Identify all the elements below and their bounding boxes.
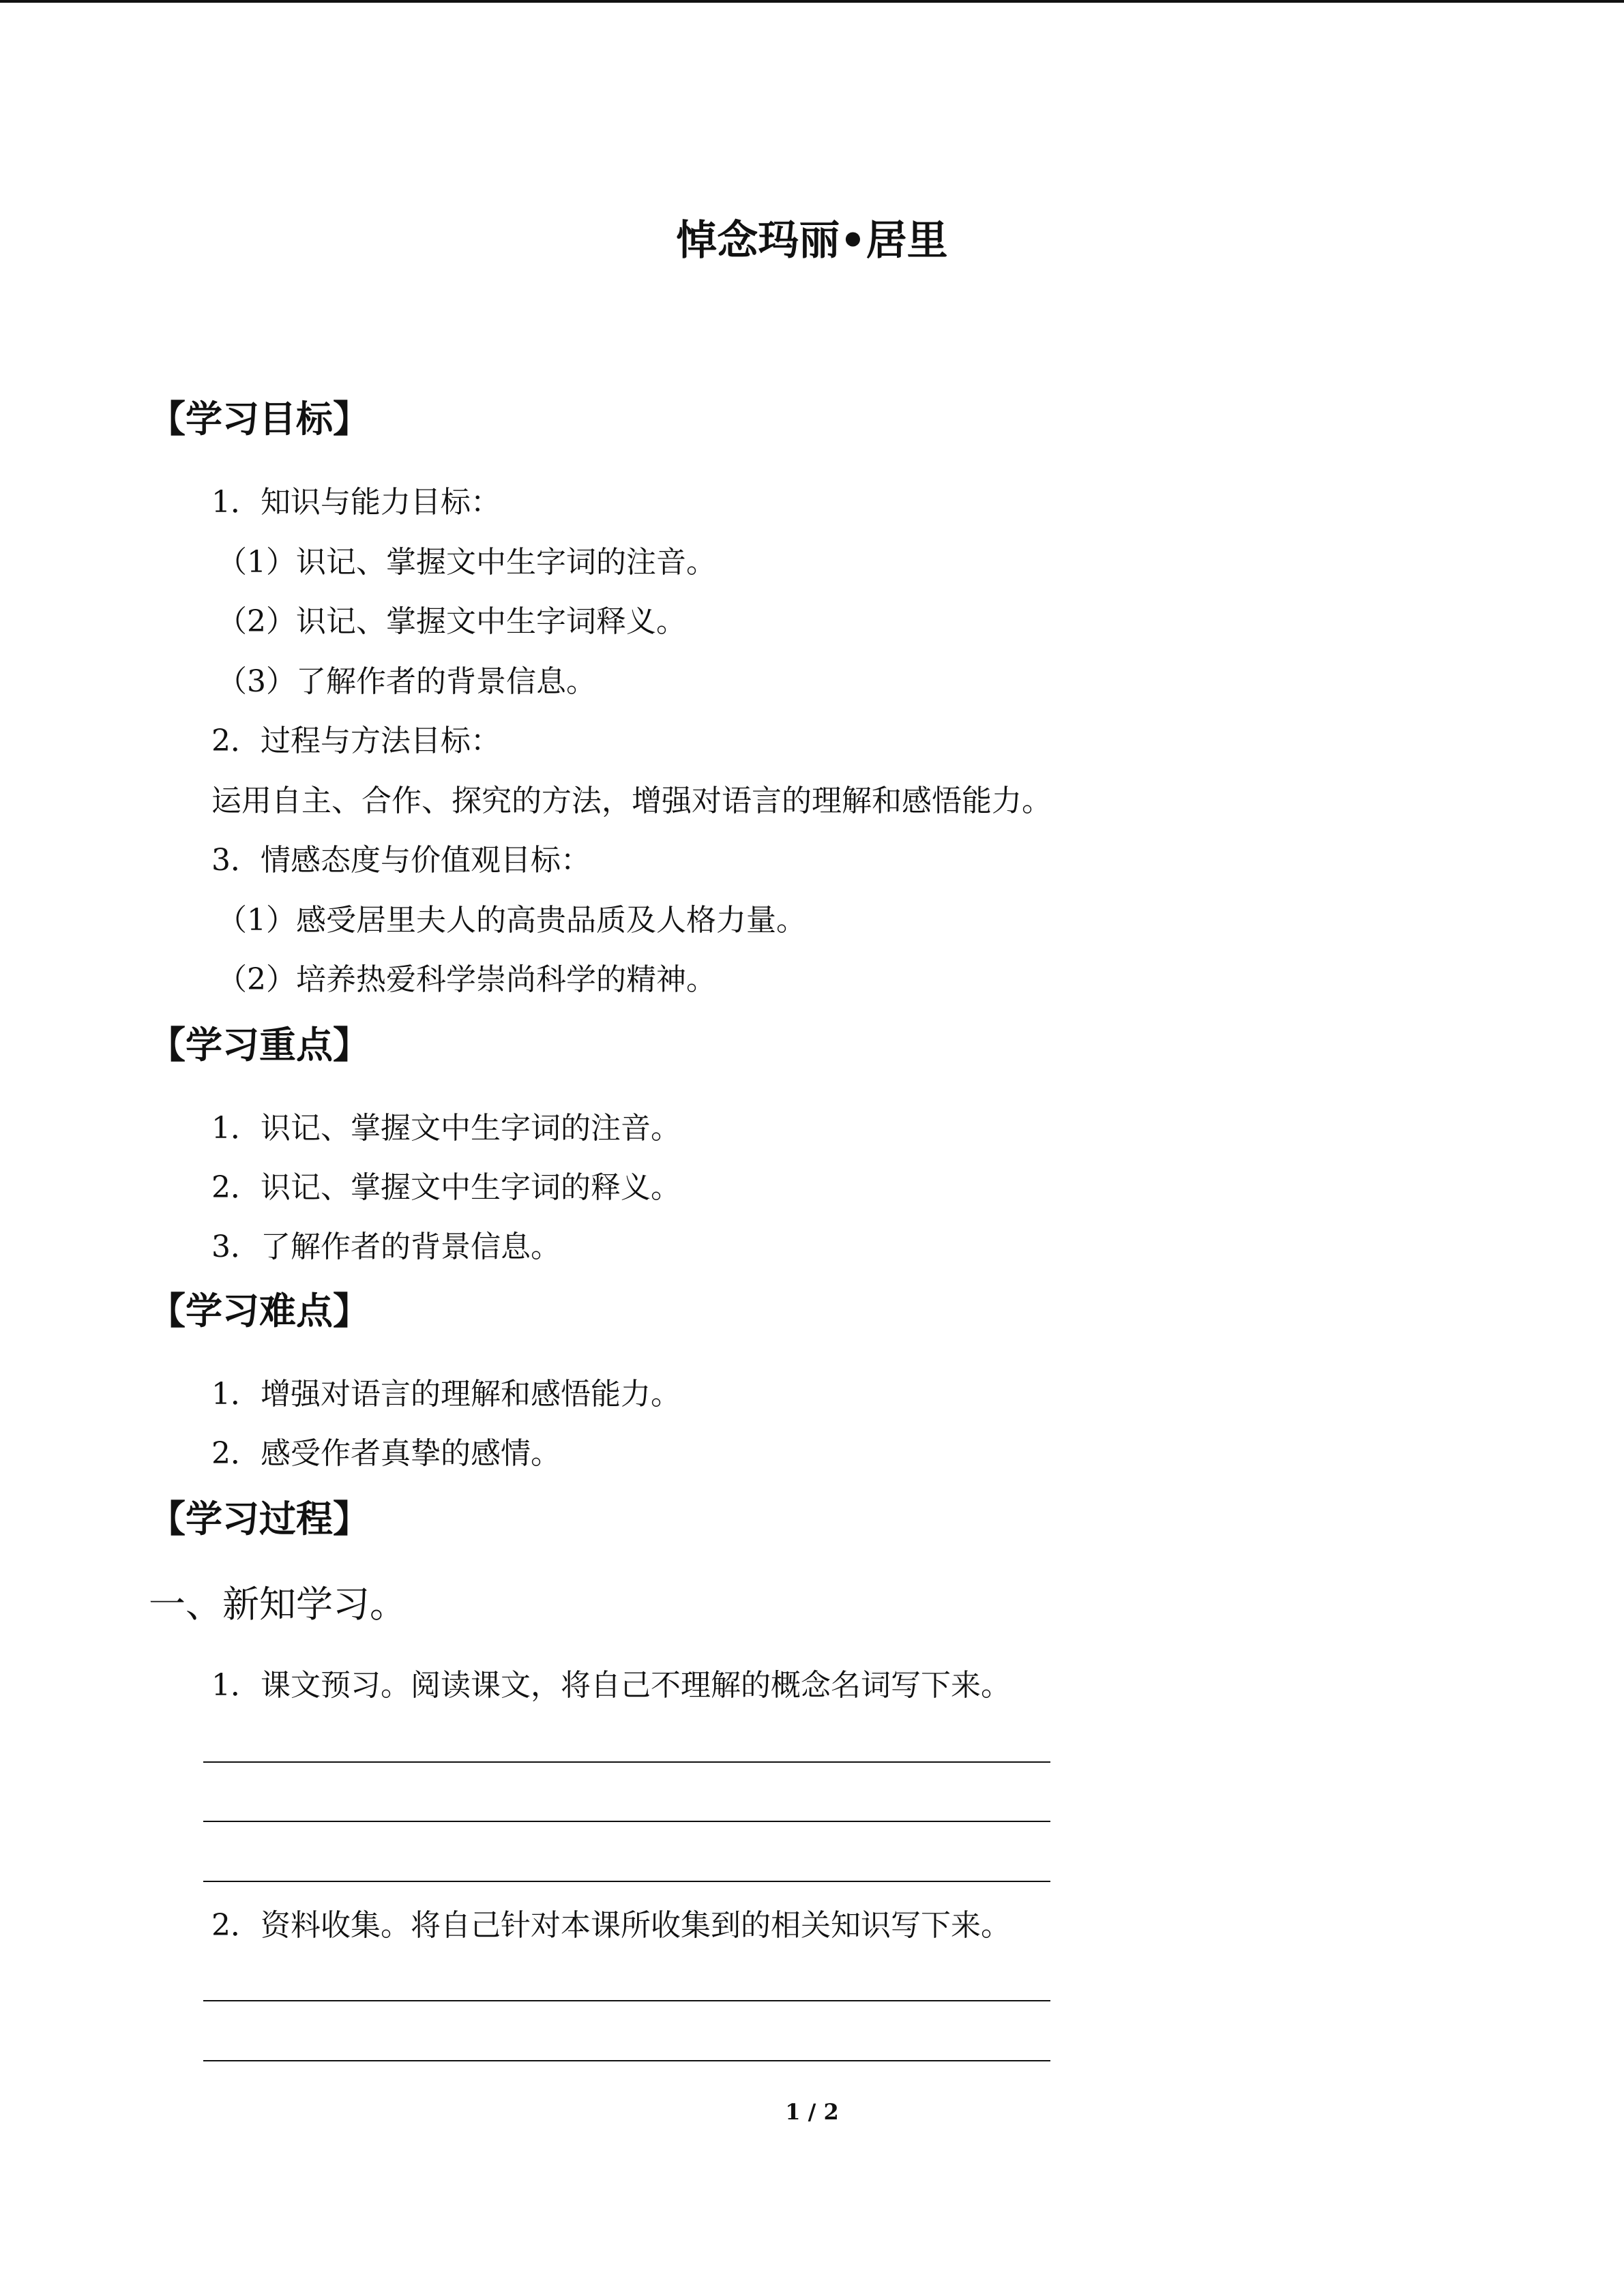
process-heading: 【学习过程】: [149, 1497, 370, 1540]
objective-3: 3．情感态度与价值观目标：: [211, 843, 591, 878]
objective-1-3: （3）了解作者的背景信息。: [217, 664, 596, 699]
key-point-2: 2．识记、掌握文中生字词的释义。: [211, 1170, 681, 1205]
objective-1-1: （1）识记、掌握文中生字词的注音。: [217, 545, 716, 580]
answer-line[interactable]: [203, 1761, 1050, 1763]
key-point-3: 3．了解作者的背景信息。: [211, 1229, 561, 1264]
objective-2-text: 运用自主、合作、探究的方法，增强对语言的理解和感悟能力。: [211, 784, 1052, 818]
key-points-heading: 【学习重点】: [149, 1024, 370, 1067]
difficulties-heading: 【学习难点】: [149, 1289, 370, 1332]
task-2: 2．资料收集。将自己针对本课所收集到的相关知识写下来。: [211, 1908, 1011, 1943]
task-1: 1．课文预习。阅读课文，将自己不理解的概念名词写下来。: [211, 1668, 1011, 1703]
answer-line[interactable]: [203, 2060, 1050, 2061]
difficulty-2: 2．感受作者真挚的感情。: [211, 1436, 561, 1471]
part-one-title: 一、新知学习。: [149, 1583, 407, 1626]
answer-line[interactable]: [203, 2000, 1050, 2001]
difficulty-1: 1．增强对语言的理解和感悟能力。: [211, 1377, 681, 1412]
top-border-line: [0, 0, 1624, 3]
objective-3-2: （2）培养热爱科学崇尚科学的精神。: [217, 962, 716, 997]
objective-1: 1．知识与能力目标：: [211, 485, 501, 520]
page-title: 悼念玛丽•居里: [676, 217, 948, 265]
objective-3-1: （1）感受居里夫人的高贵品质及人格力量。: [217, 903, 806, 938]
answer-line[interactable]: [203, 1821, 1050, 1822]
page-number: 1 / 2: [785, 2099, 839, 2125]
key-point-1: 1．识记、掌握文中生字词的注音。: [211, 1111, 681, 1146]
answer-line[interactable]: [203, 1881, 1050, 1882]
objective-1-2: （2）识记、掌握文中生字词释义。: [217, 604, 686, 639]
objective-2: 2．过程与方法目标：: [211, 724, 501, 758]
objectives-heading: 【学习目标】: [149, 398, 370, 441]
